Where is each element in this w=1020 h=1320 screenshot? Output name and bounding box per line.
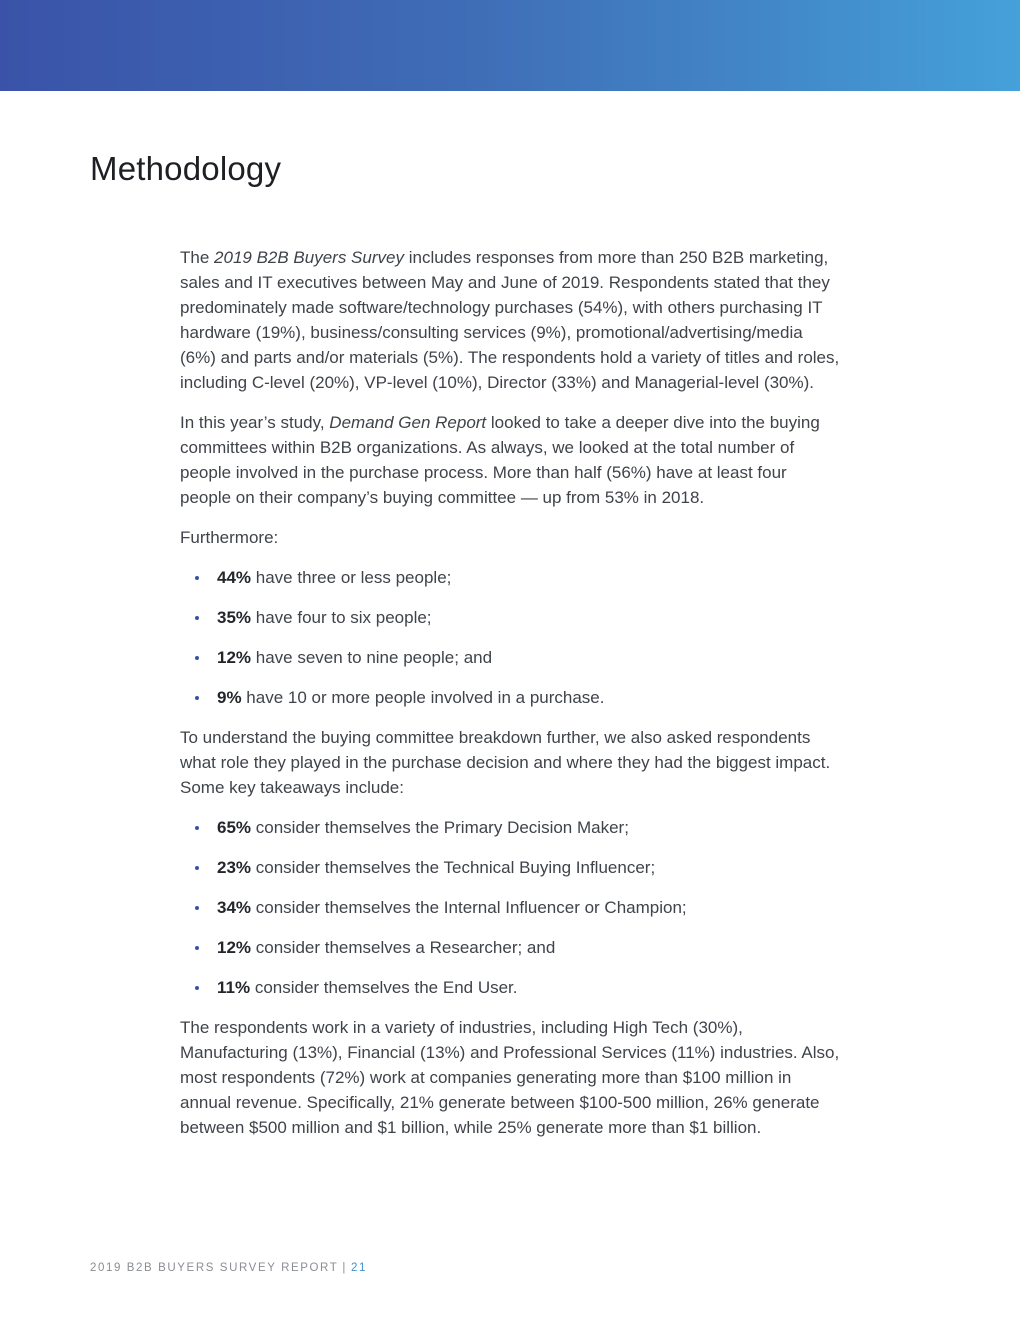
stat-percent: 34% <box>217 898 252 917</box>
article-body <box>180 245 840 1155</box>
list-item <box>180 895 840 920</box>
bullet-dot-icon <box>195 656 199 660</box>
stat-percent: 12% <box>217 938 252 957</box>
bullet-dot-icon <box>195 986 199 990</box>
report-name: 2019 B2B BUYERS SURVEY REPORT <box>90 1262 339 1274</box>
stat-text: have 10 or more people involved in a purchase. <box>241 688 605 707</box>
study-paragraph <box>180 410 840 510</box>
stat-text: have seven to nine people; and <box>251 648 493 667</box>
survey-name: 2019 B2B Buyers Survey <box>214 248 404 267</box>
publication-name: Demand Gen Report <box>329 413 487 432</box>
footer-separator: | <box>342 1262 347 1274</box>
stat-text: have three or less people; <box>251 568 452 587</box>
bullet-dot-icon <box>195 946 199 950</box>
furthermore-paragraph: Furthermore: <box>180 528 279 547</box>
committee-size-list <box>180 565 840 710</box>
bullet-dot-icon <box>195 866 199 870</box>
intro-lead: The <box>180 248 215 267</box>
stat-percent: 9% <box>217 688 242 707</box>
list-item <box>180 565 840 590</box>
stat-text: consider themselves the Internal Influencer or Champion; <box>251 898 687 917</box>
intro-paragraph <box>180 245 840 395</box>
bullet-dot-icon <box>195 906 199 910</box>
stat-percent: 23% <box>217 858 252 877</box>
list-item <box>180 815 840 840</box>
list-item <box>180 645 840 670</box>
industries-paragraph: The respondents work in a variety of industries, including High Tech (30%), Manufacturing (13%), Financial (13%) and Professional Services (11%) industries. Also, most respondents (72%) work at companies generating more than $100 million in annual revenue. Specifically, 21% generate between $100-500 million, 26% generate between $500 million and $1 billion, while 25% generate more than $1 billion. <box>180 1018 840 1137</box>
roles-intro-paragraph: To understand the buying committee breakdown further, we also asked respondents what role they played in the purchase decision and where they had the biggest impact. Some key takeaways include: <box>180 728 831 797</box>
bullet-dot-icon <box>195 826 199 830</box>
list-item <box>180 855 840 880</box>
bullet-dot-icon <box>195 696 199 700</box>
stat-text: consider themselves a Researcher; and <box>251 938 556 957</box>
roles-list <box>180 815 840 1000</box>
stat-percent: 35% <box>217 608 252 627</box>
stat-percent: 12% <box>217 648 252 667</box>
bullet-dot-icon <box>195 576 199 580</box>
page-footer <box>90 1262 367 1274</box>
stat-percent: 65% <box>217 818 252 837</box>
bullet-dot-icon <box>195 616 199 620</box>
page-title: Methodology <box>90 150 282 187</box>
stat-text: consider themselves the Primary Decision Maker; <box>251 818 629 837</box>
stat-percent: 11% <box>217 978 251 997</box>
study-rest: looked to take a deeper dive into the buying committees within B2B organizations. As always, we looked at the total number of people involved in the purchase process. More than half (56%) have at least four people on their company’s buying committee — up from 53% in 2018. <box>180 413 820 507</box>
list-item <box>180 935 840 960</box>
stat-percent: 44% <box>217 568 252 587</box>
stat-text: consider themselves the Technical Buying Influencer; <box>251 858 656 877</box>
list-item <box>180 975 840 1000</box>
stat-text: consider themselves the End User. <box>250 978 518 997</box>
page-number: 21 <box>350 1262 367 1274</box>
header-gradient-band <box>0 0 1020 91</box>
study-lead: In this year’s study, <box>180 413 330 432</box>
stat-text: have four to six people; <box>251 608 432 627</box>
intro-rest: includes responses from more than 250 B2B marketing, sales and IT executives between May and June of 2019. Respondents stated that they predominately made software/technology purchases (54%), with others purchasing IT hardware (19%), business/consulting services (9%), promotional/advertising/media (6%) and parts and/or materials (5%). The respondents hold a variety of titles and roles, including C-level (20%), VP-level (10%), Director (33%) and Managerial-level (30%). <box>180 248 840 392</box>
list-item <box>180 685 840 710</box>
list-item <box>180 605 840 630</box>
